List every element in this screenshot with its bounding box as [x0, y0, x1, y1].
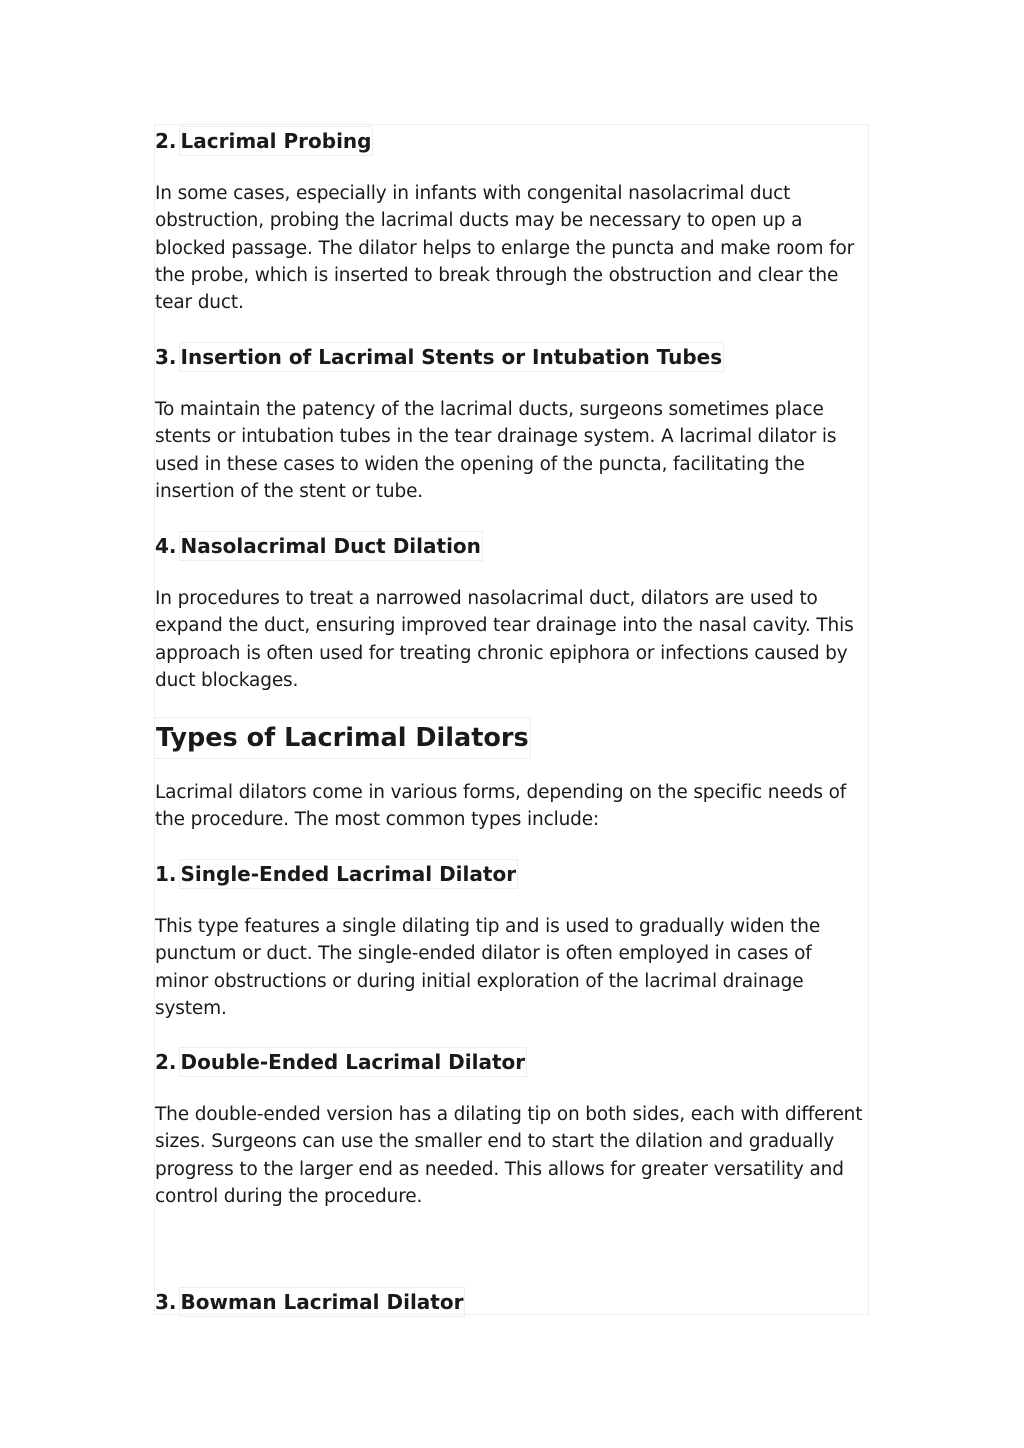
paragraph-line: To maintain the patency of the lacrimal ducts, surgeons sometimes place	[155, 399, 824, 420]
paragraph-line: the procedure. The most common types include:	[155, 809, 600, 831]
paragraph-line: blocked passage. The dilator helps to enlarge the puncta and make room for	[155, 237, 855, 259]
paragraph-line: Lacrimal dilators come in various forms, depending on the specific needs of	[155, 782, 847, 803]
heading-lacrimal-probing	[155, 126, 373, 156]
paragraph-line: obstruction, probing the lacrimal ducts may be necessary to open up a	[155, 210, 803, 232]
paragraph-line: This type features a single dilating tip and is used to gradually widen the	[155, 916, 821, 937]
paragraph-line: In procedures to treat a narrowed nasolacrimal duct, dilators are used to	[155, 588, 818, 609]
heading-nasolacrimal-duct-dilation	[155, 531, 483, 561]
paragraph-line: used in these cases to widen the opening of the puncta, facilitating the	[155, 453, 805, 475]
paragraph-single-ended	[155, 913, 875, 1022]
heading-title: Insertion of Lacrimal Stents or Intubation Tubes	[179, 342, 725, 372]
paragraph-line: approach is often used for treating chronic epiphora or infections caused by	[155, 642, 848, 664]
heading-title: Double-Ended Lacrimal Dilator	[179, 1047, 528, 1077]
heading-title: Nasolacrimal Duct Dilation	[179, 531, 483, 561]
paragraph-line: expand the duct, ensuring improved tear drainage into the nasal cavity. This	[155, 615, 854, 637]
paragraph-line: minor obstructions or during initial exploration of the lacrimal drainage	[155, 970, 804, 992]
heading-number: 3.	[155, 1290, 177, 1314]
paragraph-line: the probe, which is inserted to break through the obstruction and clear the	[155, 264, 839, 286]
paragraph-line: duct blockages.	[155, 669, 299, 691]
heading-number: 1.	[155, 862, 177, 886]
heading-single-ended	[155, 859, 518, 889]
heading-double-ended	[155, 1047, 527, 1077]
paragraph-line: In some cases, especially in infants with congenital nasolacrimal duct	[155, 183, 791, 204]
paragraph-nasolacrimal-duct-dilation	[155, 585, 875, 694]
heading-number: 2.	[155, 1050, 177, 1074]
paragraph-line: punctum or duct. The single-ended dilator is often employed in cases of	[155, 943, 812, 965]
heading-stents-intubation	[155, 342, 724, 372]
paragraph-line: progress to the larger end as needed. This allows for greater versatility and	[155, 1158, 844, 1180]
heading-number: 4.	[155, 534, 177, 558]
paragraph-types-intro	[155, 779, 875, 834]
heading-title: Single-Ended Lacrimal Dilator	[179, 859, 519, 889]
heading-number: 3.	[155, 345, 177, 369]
paragraph-double-ended	[155, 1101, 875, 1210]
paragraph-stents-intubation	[155, 396, 875, 505]
paragraph-line: stents or intubation tubes in the tear drainage system. A lacrimal dilator is	[155, 426, 837, 448]
heading-types-of-lacrimal-dilators: Types of Lacrimal Dilators	[154, 717, 531, 759]
paragraph-line: The double-ended version has a dilating tip on both sides, each with different	[155, 1104, 863, 1125]
paragraph-lacrimal-probing	[155, 180, 875, 316]
heading-title: Bowman Lacrimal Dilator	[179, 1287, 466, 1317]
heading-number: 2.	[155, 129, 177, 153]
heading-title: Lacrimal Probing	[179, 126, 374, 156]
paragraph-line: insertion of the stent or tube.	[155, 480, 424, 502]
paragraph-line: sizes. Surgeons can use the smaller end to start the dilation and gradually	[155, 1131, 835, 1153]
paragraph-line: tear duct.	[155, 292, 244, 314]
heading-bowman	[155, 1287, 465, 1317]
paragraph-line: system.	[155, 997, 227, 1019]
paragraph-line: control during the procedure.	[155, 1185, 423, 1207]
